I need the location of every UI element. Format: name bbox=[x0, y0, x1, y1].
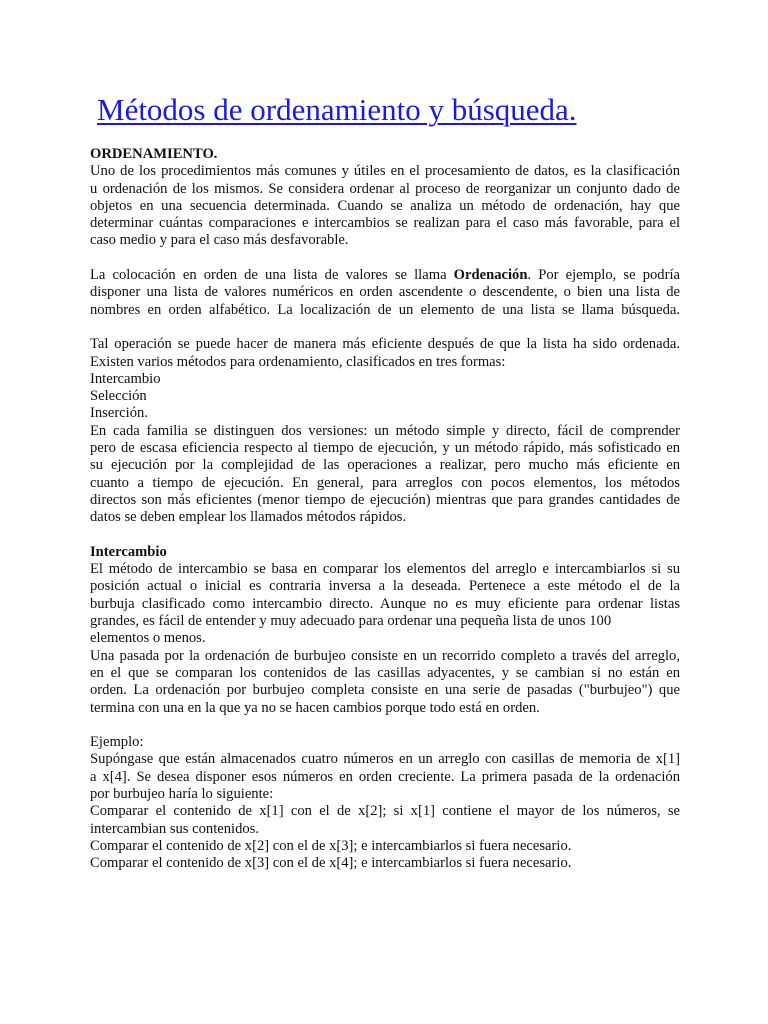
text-line: elementos o menos. bbox=[90, 630, 206, 647]
section-heading-intercambio: Intercambio bbox=[90, 543, 167, 560]
text-line: Tal operación se puede hacer de manera más eficiente después de que la lista ha sido ordenada. bbox=[90, 336, 680, 353]
text-line: por burbujeo haría lo siguiente: bbox=[90, 785, 274, 802]
text-line: burbuja clasificado como intercambio directo. Aunque no es muy eficiente para ordenar listas bbox=[90, 595, 680, 612]
text-line: posición actual o inicial es contraria inversa a la deseada. Pertenece a este método el de la bbox=[90, 578, 680, 595]
text-line: pero de escasa eficiencia respecto al tiempo de ejecución, y un método rápido, más sofisticado en bbox=[90, 440, 680, 457]
paragraph-gap bbox=[90, 250, 680, 267]
text-line bbox=[90, 267, 680, 284]
text-line: objetos en una secuencia determinada. Cuando se analiza un método de ordenación, hay que bbox=[90, 197, 680, 214]
text-line: Una pasada por la ordenación de burbujeo consiste en un recorrido completo a través del arreglo, bbox=[90, 647, 680, 664]
text-line: directos son más eficientes (menor tiempo de ejecución) mientras que para grandes cantidades de bbox=[90, 491, 680, 508]
list-item-form: Inserción. bbox=[90, 405, 148, 422]
text-line: En cada familia se distinguen dos versiones: un método simple y directo, fácil de comprender bbox=[90, 422, 680, 439]
paragraph-gap bbox=[90, 717, 680, 734]
list-item-form: Selección bbox=[90, 388, 147, 405]
document-body bbox=[90, 146, 680, 872]
document-title-link[interactable]: Métodos de ordenamiento y búsqueda. bbox=[97, 92, 577, 127]
text-line: a x[4]. Se desea disponer esos números en orden creciente. La primera pasada de la ordenación bbox=[90, 768, 680, 785]
text-fragment: . Por ejemplo, se podría bbox=[527, 267, 680, 284]
text-line: termina con una en la que ya no se hacen cambios porque todo está en orden. bbox=[90, 699, 540, 716]
example-heading: Ejemplo: bbox=[90, 734, 144, 751]
text-line: grandes, es fácil de entender y muy adecuado para ordenar una pequeña lista de unos 100 bbox=[90, 613, 612, 630]
text-fragment: La colocación en orden de una lista de valores se llama bbox=[90, 267, 454, 284]
paragraph-gap bbox=[90, 319, 680, 336]
list-item-form: Intercambio bbox=[90, 370, 161, 387]
text-line: datos se deben emplear los llamados métodos rápidos. bbox=[90, 509, 407, 526]
text-line: disponer una lista de valores numéricos en orden ascendente o descendente, o bien una lista de bbox=[90, 284, 680, 301]
text-line: caso medio y para el caso más desfavorable. bbox=[90, 232, 349, 249]
text-line: cuanto a tiempo de ejecución. En general, para arreglos con pocos elementos, los métodos bbox=[90, 474, 680, 491]
text-line: El método de intercambio se basa en comparar los elementos del arreglo e intercambiarlos si su bbox=[90, 561, 680, 578]
text-line: Uno de los procedimientos más comunes y útiles en el procesamiento de datos, es la clasificación bbox=[90, 163, 680, 180]
text-line: Comparar el contenido de x[1] con el de x[2]; si x[1] contiene el mayor de los números, se bbox=[90, 803, 680, 820]
text-line: Comparar el contenido de x[3] con el de x[4]; e intercambiarlos si fuera necesario. bbox=[90, 855, 572, 872]
text-line: nombres en orden alfabético. La localización de un elemento de una lista se llama búsqueda. bbox=[90, 301, 680, 318]
text-line: su ejecución por la complejidad de las operaciones a realizar, pero mucho más eficiente en bbox=[90, 457, 680, 474]
text-line: u ordenación de los mismos. Se considera ordenar al proceso de reorganizar un conjunto dado de bbox=[90, 180, 680, 197]
text-line: orden. La ordenación por burbujeo completa consiste en una serie de pasadas ("burbujeo") que bbox=[90, 682, 680, 699]
paragraph-gap bbox=[90, 527, 680, 544]
bold-term-ordenacion: Ordenación bbox=[453, 267, 528, 284]
text-line: intercambian sus contenidos. bbox=[90, 820, 260, 837]
text-line: determinar cuántas comparaciones e intercambios se realizan para el caso más favorable, para el bbox=[90, 215, 680, 232]
text-line: Comparar el contenido de x[2] con el de x[3]; e intercambiarlos si fuera necesario. bbox=[90, 837, 572, 854]
section-heading-ordenamiento: ORDENAMIENTO. bbox=[90, 146, 218, 162]
text-line: Existen varios métodos para ordenamiento, clasificados en tres formas: bbox=[90, 353, 506, 370]
text-line: Supóngase que están almacenados cuatro números en un arreglo con casillas de memoria de x[1] bbox=[90, 751, 680, 768]
text-line: en el que se comparan los contenidos de las casillas adyacentes, y se cambian si no están en bbox=[90, 664, 680, 681]
